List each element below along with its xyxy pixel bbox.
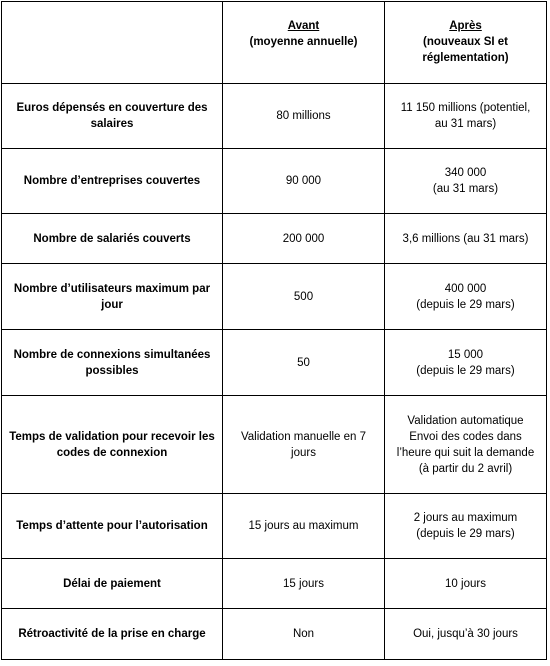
table-row xyxy=(2,264,547,330)
header-apres-title: Après xyxy=(449,20,482,32)
table-row xyxy=(2,214,547,264)
row-label: Rétroactivité de la prise en charge xyxy=(2,609,223,660)
apres-cell xyxy=(385,396,547,494)
avant-cell xyxy=(223,494,385,559)
apres-cell xyxy=(385,494,547,559)
row-label: Nombre d’utilisateurs maximum par jour xyxy=(2,264,223,330)
row-label: Temps de validation pour recevoir les codes de connexion xyxy=(2,396,223,494)
cell-line: jours xyxy=(291,446,316,459)
cell-line: 50 xyxy=(297,356,310,369)
avant-cell xyxy=(223,396,385,494)
header-avant xyxy=(223,2,385,84)
header-apres xyxy=(385,2,547,84)
avant-cell xyxy=(223,264,385,330)
table-header-row xyxy=(2,2,547,84)
table-row xyxy=(2,149,547,214)
table-row xyxy=(2,609,547,660)
comparison-table xyxy=(1,1,546,661)
cell-line: Validation automatique xyxy=(407,414,524,427)
cell-line: 15 jours xyxy=(283,577,324,590)
cell-line: (au 31 mars) xyxy=(432,183,499,195)
row-label: Euros dépensés en couverture des salaires xyxy=(2,84,223,149)
avant-cell xyxy=(223,214,385,264)
header-apres-subtitle-line: (nouveaux SI et xyxy=(423,36,508,48)
cell-line: au 31 mars) xyxy=(434,118,497,130)
table-row xyxy=(2,559,547,609)
cell-line: 15 jours au maximum xyxy=(248,520,359,532)
table-row xyxy=(2,84,547,149)
cell-line: Oui, jusqu’à 30 jours xyxy=(413,628,518,640)
row-label: Nombre d’entreprises couvertes xyxy=(2,149,223,214)
apres-cell xyxy=(385,264,547,330)
cell-line: 500 xyxy=(293,290,314,303)
cell-line: Envoi des codes dans xyxy=(409,430,522,443)
cell-line: (à partir du 2 avril) xyxy=(418,462,513,475)
cell-line: Validation manuelle en 7 xyxy=(240,430,367,443)
header-empty-cell xyxy=(2,2,223,84)
header-avant-title: Avant xyxy=(287,20,320,32)
apres-cell xyxy=(385,149,547,214)
row-label: Temps d’attente pour l’autorisation xyxy=(2,494,223,559)
apres-cell xyxy=(385,84,547,149)
cell-line: 11 150 millions (potentiel, xyxy=(400,102,531,114)
apres-cell xyxy=(385,609,547,660)
cell-line: l’heure qui suit la demande xyxy=(396,446,535,459)
row-label: Délai de paiement xyxy=(2,559,223,609)
cell-line: Non xyxy=(292,628,315,640)
avant-cell xyxy=(223,330,385,396)
cell-line: 200 000 xyxy=(282,232,325,245)
cell-line: 340 000 xyxy=(444,167,487,179)
table-row xyxy=(2,494,547,559)
cell-line: 80 millions xyxy=(276,110,331,122)
cell-line: 400 000 xyxy=(444,282,487,295)
cell-line: (depuis le 29 mars) xyxy=(416,364,515,377)
cell-line: 10 jours xyxy=(445,577,486,590)
cell-line: 15 000 xyxy=(447,348,484,361)
apres-cell xyxy=(385,214,547,264)
apres-cell xyxy=(385,330,547,396)
row-label: Nombre de salariés couverts xyxy=(2,214,223,264)
apres-cell xyxy=(385,559,547,609)
cell-line: 90 000 xyxy=(285,175,322,187)
cell-line: (depuis le 29 mars) xyxy=(416,298,515,311)
avant-cell xyxy=(223,559,385,609)
avant-cell xyxy=(223,609,385,660)
table-row xyxy=(2,330,547,396)
avant-cell xyxy=(223,149,385,214)
cell-line: (depuis le 29 mars) xyxy=(416,528,515,540)
avant-cell xyxy=(223,84,385,149)
header-apres-subtitle-line: réglementation) xyxy=(422,52,509,64)
header-avant-subtitle: (moyenne annuelle) xyxy=(249,36,358,48)
table-row xyxy=(2,396,547,494)
cell-line: 3,6 millions (au 31 mars) xyxy=(402,232,529,245)
row-label: Nombre de connexions simultanées possibles xyxy=(2,330,223,396)
cell-line: 2 jours au maximum xyxy=(413,512,518,524)
